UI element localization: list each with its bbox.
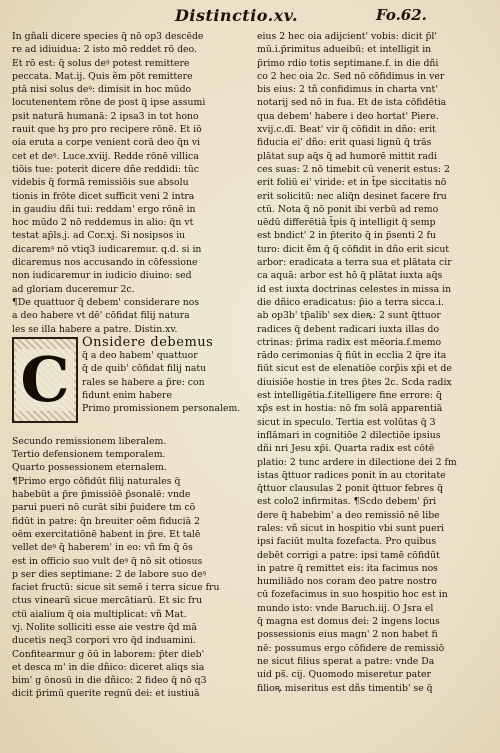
text-line: co 2 hec oia 2c. Sed nō cōfidimus in ver bbox=[257, 70, 445, 82]
text-line: fiducia ei' dño: erit quasi lignū q̃ trās bbox=[257, 137, 432, 149]
text-line: nē: possumus ergo cōfidere de remissiō bbox=[257, 642, 445, 654]
left-column-text-bottom bbox=[12, 435, 250, 701]
text-line: et desca m' in die dñico: diceret aliqs sia bbox=[12, 661, 205, 673]
text-line: debēt corrigi a patre: ipsi tamē cōfidūt bbox=[257, 549, 440, 561]
text-line: eius 2 hec oia adijcient' vobis: dicit p̃l' bbox=[257, 31, 437, 42]
text-line: rādo cerimonias q̃ fiūt in ecclia 2 q̃re ita bbox=[257, 350, 447, 362]
text-line: videbis q̃ formā remissiōis sue absolu bbox=[12, 177, 189, 189]
text-line: rales se habere a p̃re: con bbox=[82, 376, 205, 388]
text-line: ca aquā: arbor est hō q̃ plātat iuxta aq̃s bbox=[257, 270, 443, 282]
text-line: ces suas: 2 nō timebit cū venerit estus: 2 bbox=[257, 163, 450, 175]
text-line: peccata. Mat.ij. Quis ẽm pōt remittere bbox=[12, 70, 193, 82]
text-line: ctrinas: p̃rima radix est mēoria.f.memo bbox=[257, 336, 442, 348]
text-line: turo: dicit ẽm q̃ q̃ cōfidit in dño erit sicut bbox=[257, 243, 450, 255]
text-line: platio: 2 tunc ardere in dilectione dei 2 fm bbox=[257, 456, 457, 468]
folio-number: Fo.62. bbox=[376, 6, 427, 24]
text-line: dicaremus nos accusando in cōfessione bbox=[12, 257, 198, 269]
text-line: dicaremꝰ nō vtiq3 iudicaremur. q.d. si in bbox=[12, 243, 202, 255]
text-line: q̃ de quib' cōfidat filij natu bbox=[82, 363, 207, 375]
text-line: bim' g ōnosū in die dñico: 2 fideo q̃ nō q3 bbox=[12, 675, 207, 687]
text-line: re ad idiuidua: 2 isto mō reddet rō deo. bbox=[12, 44, 197, 56]
left-column-text-top bbox=[12, 30, 250, 336]
text-line: q̃ magna est domus dei: 2 ingens locus bbox=[257, 616, 440, 628]
text-line: qua debem' habere i deo hortat' Piere. bbox=[257, 110, 439, 122]
text-line: q̃ a deo habem' quattuor bbox=[82, 350, 198, 362]
text-line: Quarto possessionem eternalem. bbox=[12, 462, 167, 474]
text-line: in gaudiu dñi tui: reddam' ergo rōnē in bbox=[12, 203, 196, 215]
text-line: ptā nisi solus deꝰ: dimisit in hoc mūdo bbox=[12, 84, 192, 96]
text-line: ctū aialium q̃ oia multiplicat: vñ Mat. bbox=[12, 608, 187, 620]
text-line: istas q̃ttuor radices ponit in au ctoritate bbox=[257, 469, 446, 481]
text-line: Et rō est: q̃ solus deꝰ potest remittere bbox=[12, 57, 190, 69]
text-line: bis eius: 2 tñ confidimus in charta vnt' bbox=[257, 84, 438, 96]
text-line: dere q̃ habebim' a deo remissiō nē libe bbox=[257, 509, 440, 521]
text-line: rales: vñ sicut in hospitio vbi sunt pueri bbox=[257, 522, 445, 534]
left-column bbox=[12, 30, 250, 701]
text-line: fiūt sicut est de elenatiōe corp̃is xp̃i et de bbox=[257, 363, 452, 375]
text-line: non iudicaremur in iudicio diuino: sed bbox=[12, 270, 192, 282]
text-line: tionis in frōte dicet sufficit veni 2 intra bbox=[12, 190, 195, 202]
text-line: tiōis tue: poterit dicere dñe reddidi: tūc bbox=[12, 163, 199, 175]
right-column bbox=[257, 30, 495, 695]
text-line: ipsi faciūt multa fozefacta. Pro quibus bbox=[257, 536, 437, 548]
text-line: Confitearmur g ōū in laborem: p̃ter dieb' bbox=[12, 648, 205, 660]
text-line: dñi nri Jesu xp̃i. Quarta radix est cōtē bbox=[257, 443, 435, 455]
text-line: arbor: eradicata a terra sua et plātata cir bbox=[257, 257, 452, 269]
page-header bbox=[0, 4, 500, 26]
text-line: in patre q̃ remittet eis: ita facimus nos bbox=[257, 562, 438, 574]
decorated-initial-letter: C bbox=[16, 349, 73, 411]
text-line: oēm exercitatiōnē habent in p̃re. Et talē bbox=[12, 528, 201, 540]
text-line: ¶Primo ergo cōfidūt filij naturales q̃ bbox=[12, 475, 181, 487]
text-line: notarij sed nō in fua. Et de ista cōfidētia bbox=[257, 97, 447, 109]
text-line: locutenentem rōne de post q̃ ipse assumi bbox=[12, 97, 206, 109]
text-line: vellet deꝰ q̃ haberem' in eo: vñ fm q̃ ōs bbox=[12, 542, 193, 554]
text-line: est in officio suo vult deꝰ q̃ nō sit otiosus bbox=[12, 555, 203, 567]
text-line: habebūt a p̃re p̃missiōē p̃sonalē: vnde bbox=[12, 489, 191, 501]
text-line: hoc mūdo 2 nō reddemus in alio: q̃n vt bbox=[12, 217, 194, 229]
text-line: die dñico eradicatus: p̃io a terra sicca.i. bbox=[257, 296, 444, 308]
text-line: est colo2 infirmitas. ¶Scdo debem' p̃ri bbox=[257, 496, 437, 508]
text-line: erit foliū ei' viride: et in t̃pe siccitatis nō bbox=[257, 177, 447, 189]
text-line: In gñali dicere species q̃ nō op3 descēde bbox=[12, 31, 204, 42]
text-line: id est iuxta doctrinas celestes in missa in bbox=[257, 283, 452, 295]
text-line: rauit que hȝ pro pro recipere rōnē. Et iō bbox=[12, 124, 202, 136]
text-line: humiliādo nos coram deo patre nostro bbox=[257, 576, 437, 588]
text-line: ctus vinearū sicue mercātiarū. Et sic fru bbox=[12, 595, 203, 607]
text-line: testat ap̃ls.j. ad Cor.xj. Si nosipsos iu bbox=[12, 230, 186, 242]
text-line: erit solicitū: nec aliq̃n desinet facere fru bbox=[257, 190, 447, 202]
text-line: plātat sup aq̃s q̃ ad humorē mittit radi bbox=[257, 150, 437, 162]
text-line: cū fozefacimus in suo hospitio hoc est in bbox=[257, 589, 448, 601]
text-line: ¶De quattuor q̃ debem' considerare nos bbox=[12, 296, 200, 308]
text-line: p ser dies septimane: 2 de labore suo deꝰ bbox=[12, 568, 207, 580]
text-line: Tertio defensionem temporalem. bbox=[12, 449, 166, 461]
text-line: faciet fructū: sicue sit semē i terra sicue fru bbox=[12, 582, 220, 594]
text-line: possessionis eius magn' 2 non habet fi bbox=[257, 629, 438, 641]
running-title: Distinctio.xv. bbox=[175, 6, 299, 25]
text-line: filioꝶ miseritus est dñs timentib' se q̃ bbox=[257, 682, 433, 694]
text-line: p̃rimo rdio totis septimane.f. in die dñi bbox=[257, 57, 439, 69]
text-line: Primo promissionem personalem. bbox=[82, 403, 241, 415]
text-line: ab op3b' tp̃alib' sex dieꝶ: 2 sunt q̃ttuor bbox=[257, 310, 441, 322]
text-line: vj. Nolite solliciti esse aie vestre q̃d mā bbox=[12, 621, 197, 633]
text-line: mundo isto: vnde Baruch.iij. O Jsra el bbox=[257, 602, 434, 614]
text-line: diuisiōe hostie in tres p̃tes 2c. Scda radix bbox=[257, 376, 452, 388]
text-line: xvij.c.dī. Beat' vir q̃ cōfidit in dño: erit bbox=[257, 124, 436, 136]
text-line: q̃ttuor clausulas 2 ponit q̃ttuor febres q̃ bbox=[257, 483, 444, 495]
text-line: sicut in speculo. Tertia est volūtas q̃ 3 bbox=[257, 416, 436, 428]
text-line: Onsidere debemus bbox=[82, 335, 214, 350]
decorated-initial bbox=[12, 337, 78, 423]
text-line: est intelligētia.f.itelligere fine errore: q̃ bbox=[257, 390, 442, 402]
text-line: uid ps̃. cij. Quomodo miseretur pater bbox=[257, 669, 431, 681]
text-line: ctū. Nota q̃ nō ponit ibi verbū ad remo bbox=[257, 203, 439, 215]
text-line: les se illa habere a patre. Distin.xv. bbox=[12, 323, 178, 335]
text-line: ducetis neq3 corpori vro q̃d induamini. bbox=[12, 635, 196, 647]
text-line: oia eruta a corpe venient corā deo q̃n vi bbox=[12, 137, 201, 149]
text-line: Secundo remissionem liberalem. bbox=[12, 435, 167, 447]
text-line: fidūt in patre: q̃n breuiter oēm fiduciā 2 bbox=[12, 515, 201, 527]
text-line: a deo habere vt dē' cōfidat filij natura bbox=[12, 310, 190, 322]
text-line: est bndict' 2 in p̃terito q̃ in p̃senti 2 fu bbox=[257, 230, 436, 242]
right-column-text bbox=[257, 30, 495, 695]
text-line: radices q̃ debent radicari iuxta illas do bbox=[257, 323, 440, 335]
text-line: fidunt enim habere bbox=[82, 390, 172, 402]
dropcap-adjacent-lines bbox=[82, 336, 250, 416]
text-line: mū.i.p̃rimitus adueibū: et intelligit in bbox=[257, 44, 432, 56]
text-line: xp̃s est in hostia: nō fm solā apparentiā bbox=[257, 403, 443, 415]
text-line: inflāmari in cognitiōe 2 dilectiōe ipsius bbox=[257, 429, 441, 441]
text-line: parui pueri nō curāt sibi p̃uidere tm cō bbox=[12, 502, 196, 514]
text-line: psit naturā humanā: 2 ipsa3 in tot hono bbox=[12, 110, 199, 122]
text-line: cet et deꝰ. Luce.xviij. Redde rōnē villica bbox=[12, 150, 199, 162]
text-line: ad gloriam duceremur 2c. bbox=[12, 283, 135, 295]
text-line: uēdū differētiā t̃pis q̃ intelligit q̃ semp bbox=[257, 217, 436, 229]
text-line: ne sicut filius sperat a patre: vnde Da bbox=[257, 655, 435, 667]
dropcap-block bbox=[12, 336, 250, 435]
text-line: dicit p̃rimū querite regnū dei: et iustiuā bbox=[12, 688, 200, 700]
